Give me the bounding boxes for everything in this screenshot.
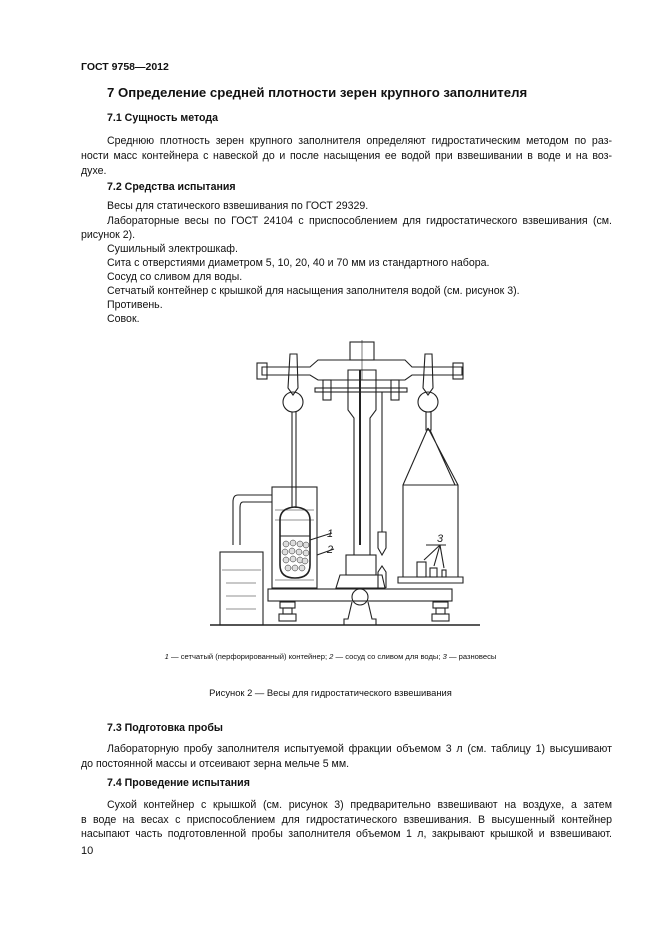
list-item: Противень. xyxy=(107,299,163,311)
paragraph-line: Лабораторную пробу заполнителя испытуемой фракции объемом 3 л (см. таблицу 1) высушивают xyxy=(107,743,612,755)
legend-text-1: — сетчатый (перфорированный) контейнер; xyxy=(168,652,330,661)
paragraph-line: насыпают часть подготовленной пробы заполнителя объемом 1 л, закрывают крышкой и взвешивают. xyxy=(81,828,612,840)
legend-text-3: — разновесы xyxy=(446,652,497,661)
callout-1: 1 xyxy=(327,528,334,540)
list-item: Сетчатый контейнер с крышкой для насыщения заполнителя водой (см. рисунок 3). xyxy=(107,285,520,297)
legend-num-1: 1 xyxy=(164,652,169,661)
list-item: рисунок 2). xyxy=(81,229,136,241)
document-header: ГОСТ 9758—2012 xyxy=(81,61,169,73)
paragraph-line: в воде на весах с приспособлением для гидростатического взвешивания. В высушенный контейнер xyxy=(81,814,612,826)
callout-3: 3 xyxy=(437,533,444,545)
subsection-7-1-title: 7.1 Сущность метода xyxy=(107,112,219,124)
list-item: Сушильный электрошкаф. xyxy=(107,243,238,255)
list-item: Лабораторные весы по ГОСТ 24104 с приспособлением для гидростатического взвешивания (см. xyxy=(107,215,612,227)
legend-num-3: 3 xyxy=(442,652,447,661)
page-number: 10 xyxy=(81,845,94,857)
paragraph-line: ности масс контейнера с навеской до и после насыщения ее водой при взвешивании в воде и на воз- xyxy=(81,150,612,162)
subsection-7-4-title: 7.4 Проведение испытания xyxy=(107,777,250,789)
list-item: Весы для статического взвешивания по ГОСТ 29329. xyxy=(107,200,369,212)
paragraph-line: Сухой контейнер с крышкой (см. рисунок 3) предварительно взвешивают на воздухе, а затем xyxy=(107,799,612,811)
legend-num-2: 2 xyxy=(329,652,334,661)
figure-caption: Рисунок 2 — Весы для гидростатического взвешивания xyxy=(209,687,452,698)
subsection-7-3-title: 7.3 Подготовка пробы xyxy=(107,722,223,734)
figure-legend xyxy=(0,652,661,661)
paragraph-line: Среднюю плотность зерен крупного заполнителя определяют гидростатическим методом по раз- xyxy=(107,135,612,147)
subsection-7-2-title: 7.2 Средства испытания xyxy=(107,181,236,193)
list-item: Сосуд со сливом для воды. xyxy=(107,271,243,283)
paragraph-line: духе. xyxy=(81,165,107,177)
list-item: Совок. xyxy=(107,313,140,325)
hydrostatic-scales-figure xyxy=(200,340,480,630)
section-title: 7 Определение средней плотности зерен крупного заполнителя xyxy=(107,85,528,100)
paragraph-line: до постоянной массы и отсеивают зерна мельче 5 мм. xyxy=(81,758,350,770)
list-item: Сита с отверстиями диаметром 5, 10, 20, 40 и 70 мм из стандартного набора. xyxy=(107,257,490,269)
callout-2: 2 xyxy=(327,544,334,556)
legend-text-2: — сосуд со сливом для воды; xyxy=(333,652,443,661)
